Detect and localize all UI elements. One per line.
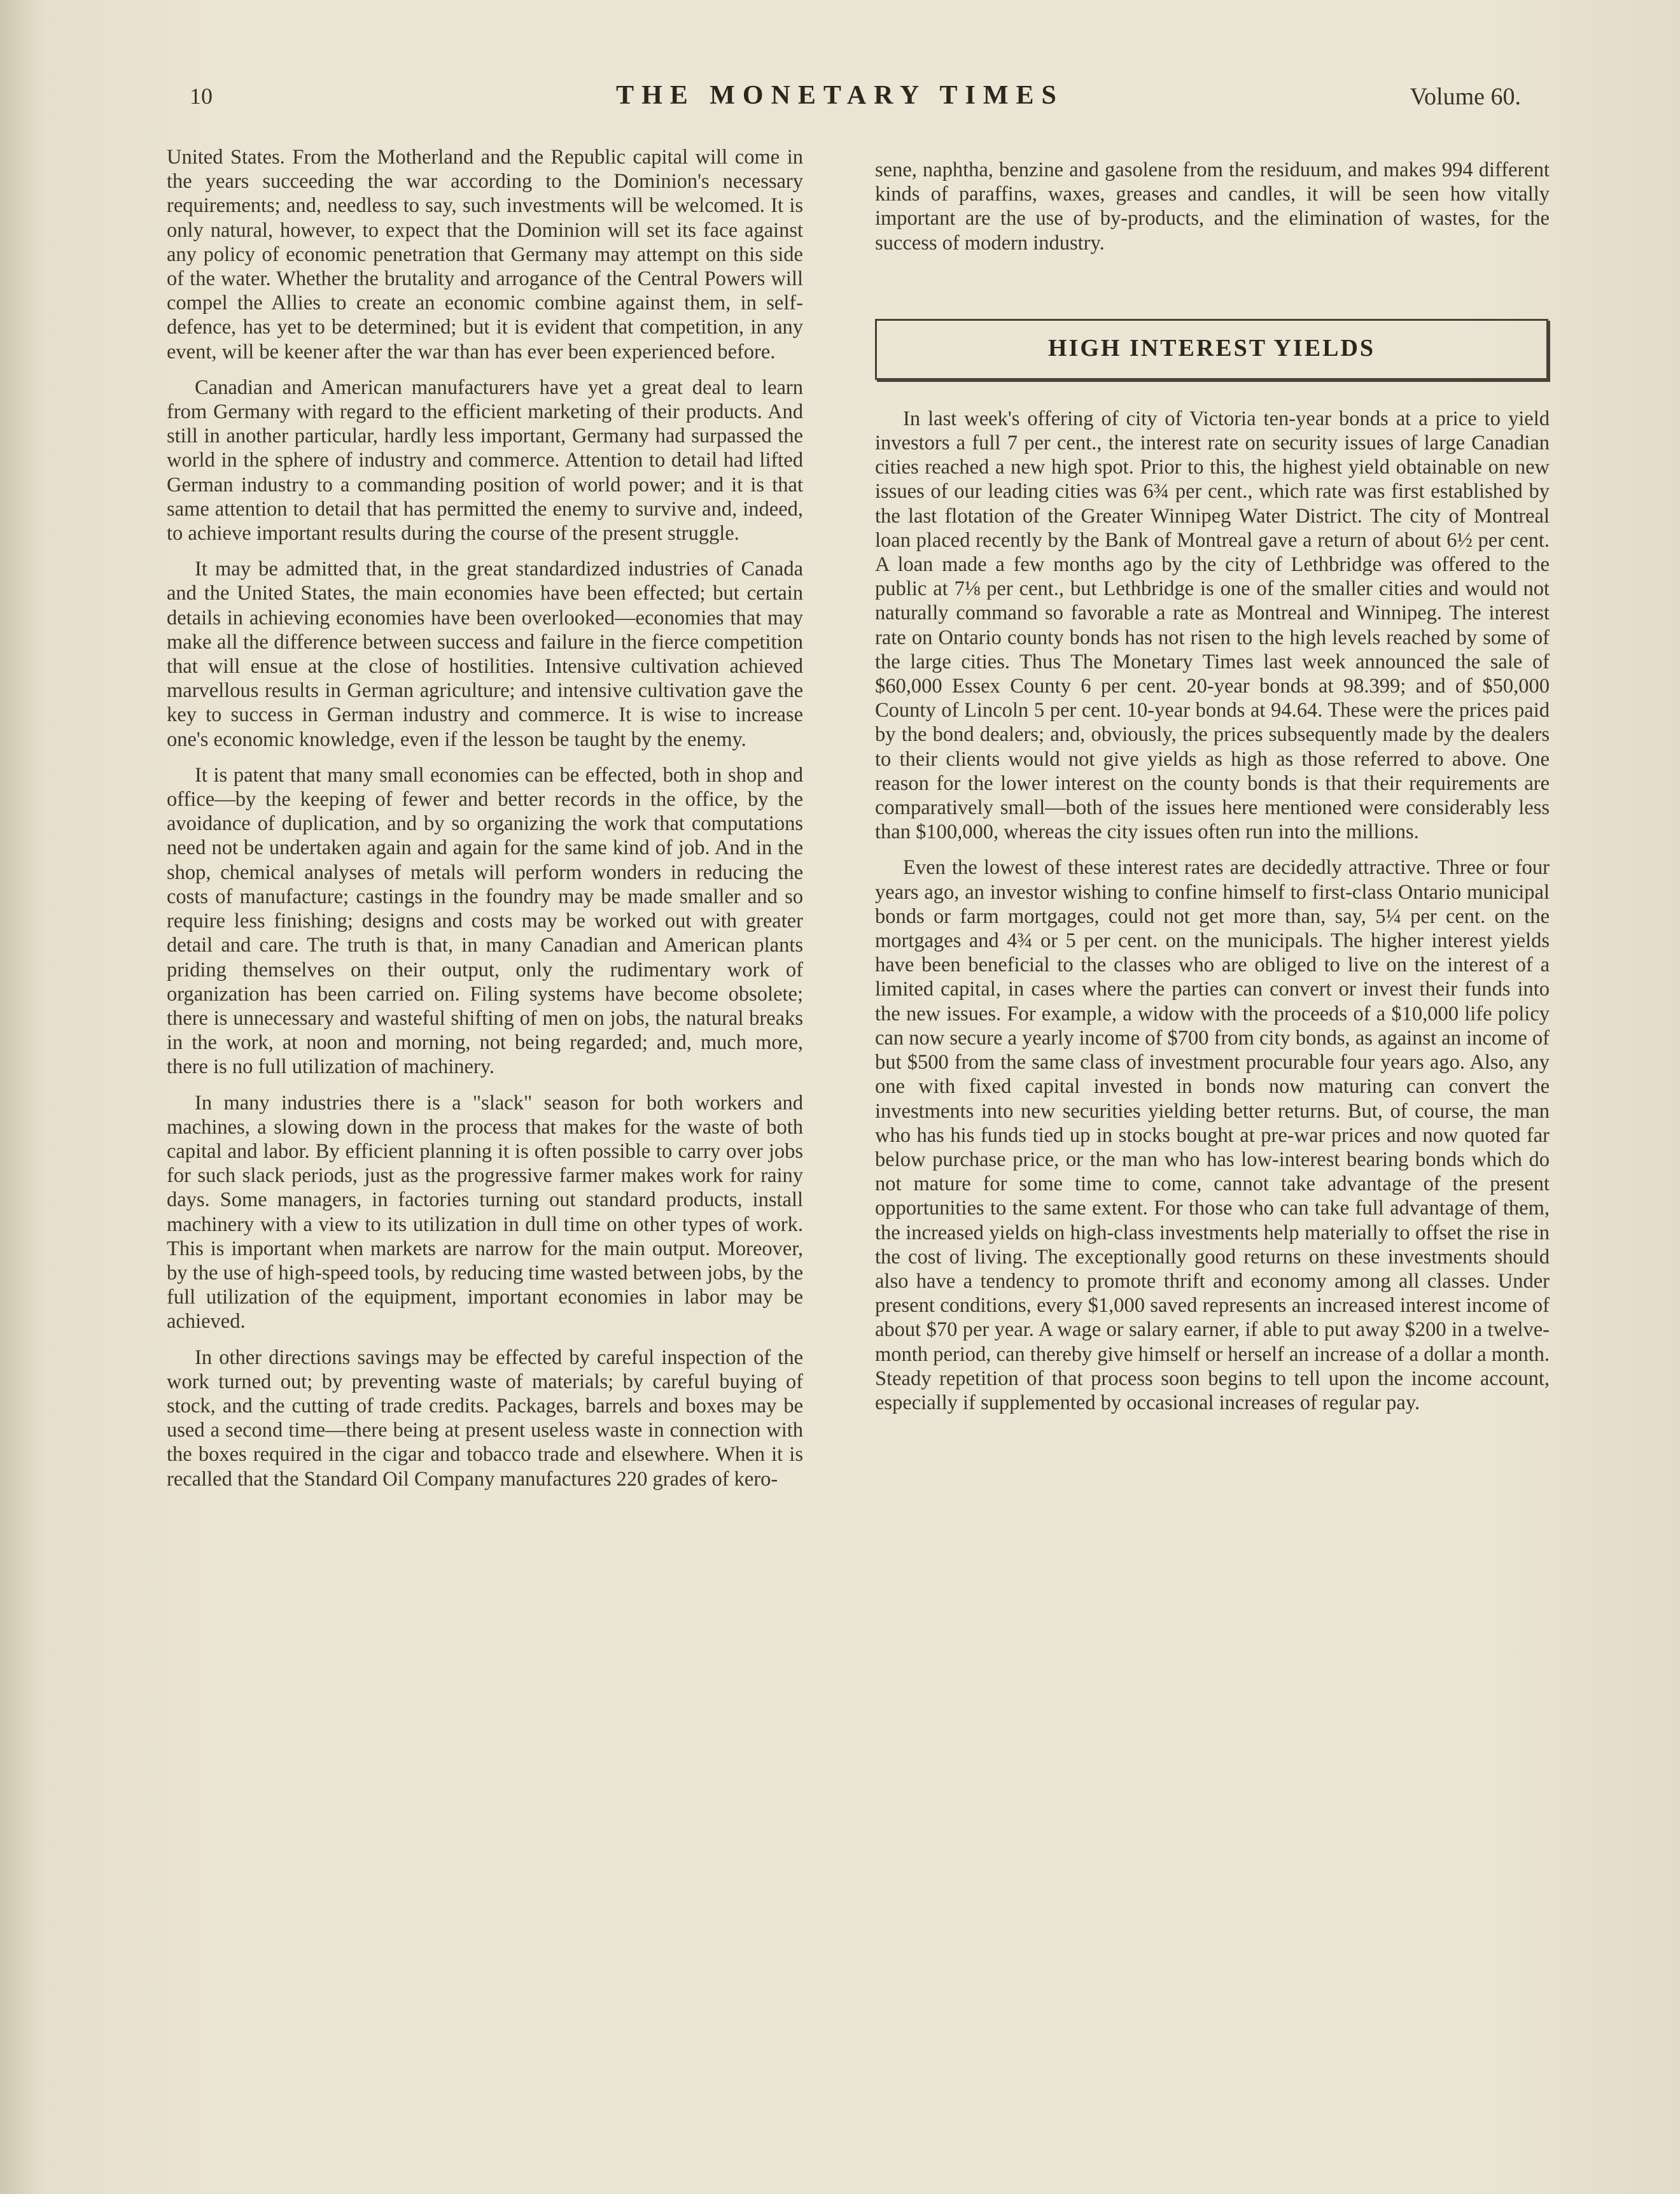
running-head: THE MONETARY TIMES: [616, 81, 1064, 110]
article-paragraph: In other directions savings may be effected by careful inspection of the work turned out; by preventing waste of materials; by careful buying of stock, and the cutting of trade credits. Packages, barrels and boxes may be used a second time—there being at present useless waste in connection with the boxes required in the cigar and tobacco trade and elsewhere. When it is recalled that the Standard Oil Company manufactures 220 grades of kero-: [167, 1346, 803, 1491]
article-paragraph: It may be admitted that, in the great standardized industries of Canada and the United States, the main economies have been effected; but certain details in achieving economies have been overlooked—economies that may make all the difference between success and failure in the fierce competition that will ensue at the close of hostilities. Intensive cultivation achieved marvellous results in German agriculture; and intensive cultivation gave the key to success in German industry and commerce. It is wise to increase one's economic knowledge, even if the lesson be taught by the enemy.: [167, 558, 803, 751]
article-paragraph: In many industries there is a "slack" season for both workers and machines, a slowing down in the process that makes for the waste of both capital and labor. By efficient planning it is often possible to carry over jobs for such slack periods, just as the progressive farmer makes work for rainy days. Some managers, in factories turning out standard products, install machinery with a view to its utilization in dull time on other types of work. This is important when markets are narrow for the main output. Moreover, by the use of high-speed tools, by reducing time wasted between jobs, by the full utilization of the equipment, important economies in labor may be achieved.: [167, 1091, 803, 1333]
article-paragraph: Even the lowest of these interest rates are decidedly attractive. Three or four years ago, an investor wishing to confine himself to first-class Ontario municipal bonds or farm mortgages, could not get more than, say, 5¼ per cent. on the mortgages and 4¾ or 5 per cent. on the municipals. The higher interest yields have been beneficial to the classes who are obliged to live on the interest of a limited capital, in cases where the parties can convert or invest their funds into the new issues. For example, a widow with the proceeds of a $10,000 life policy can now secure a yearly income of $700 from city bonds, as against an income of but $500 from the same class of investment procurable four years ago. Also, any one with fixed capital invested in bonds now maturing can convert the investments into new securities yielding better returns. But, of course, the man who has his funds tied up in stocks bought at pre-war prices and now quoted far below purchase price, or the man who has low-interest bearing bonds which do not mature for some time to come, cannot take advantage of the present opportunities to the same extent. For those who can take full advantage of them, the increased yields on high-class investments help materially to offset the rise in the cost of living. The exceptionally good returns on these investments should also have a tendency to promote thrift and economy among all classes. Under present conditions, every $1,000 saved represents an increased interest income of about $70 per year. A wage or salary earner, if able to put away $200 in a twelve-month period, can thereby give himself or herself an increase of a dollar a month. Steady repetition of that process soon begins to tell upon the income account, especially if supplemented by occasional increases of regular pay.: [875, 856, 1550, 1414]
article-paragraph: United States. From the Motherland and the Republic capital will come in the years succeeding the war according to the Dominion's necessary requirements; and, needless to say, such investments will be welcomed. It is only natural, however, to expect that the Dominion will set its face against any policy of economic penetration that Germany may attempt on this side of the water. Whether the brutality and arrogance of the Central Powers will compel the Allies to create an economic combine against them, in self-defence, has yet to be determined; but it is evident that competition, in any event, will be keener after the war than has ever been experienced before.: [167, 146, 803, 363]
section-heading: HIGH INTEREST YIELDS: [1047, 334, 1376, 362]
left-column: [167, 145, 803, 1503]
article-paragraph: In last week's offering of city of Victoria ten-year bonds at a price to yield investors a full 7 per cent., the interest rate on security issues of large Canadian cities reached a new high spot. Prior to this, the highest yield obtainable on new issues of our leading cities was 6¾ per cent., which rate was first established by the last flotation of the Greater Winnipeg Water District. The city of Montreal loan placed recently by the Bank of Montreal gave a return of about 6½ per cent. A loan made a few months ago by the city of Lethbridge was offered to the public at 7⅛ per cent., but Lethbridge is one of the smaller cities and would not naturally command so favorable a rate as Montreal and Winnipeg. The interest rate on Ontario county bonds has not risen to the high levels reached by some of the large cities. Thus The Monetary Times last week announced the sale of $60,000 Essex County 6 per cent. 20-year bonds at 98.399; and of $50,000 County of Lincoln 5 per cent. 10-year bonds at 94.64. These were the prices paid by the bond dealers; and, obviously, the prices subsequently made by the dealers to their clients would not give yields as high as those referred to above. One reason for the lower interest on the county bonds is that their requirements are comparatively small—both of the issues here mentioned were considerably less than $100,000, whereas the city issues often run into the millions.: [875, 407, 1550, 844]
article-paragraph-continuation: sene, naphtha, benzine and gasolene from the residuum, and makes 994 different kinds of paraffins, waxes, greases and candles, it will be seen how vitally important are the use of by-products, and the elimination of wastes, for the success of modern industry.: [875, 158, 1550, 255]
article-paragraph: It is patent that many small economies can be effected, both in shop and office—by the keeping of fewer and better records in the office, by the avoidance of duplication, and by so organizing the work that computations need not be undertaken again and again for the same kind of job. And in the shop, chemical analyses of metals will perform wonders in reducing the costs of manufacture; castings in the foundry may be made smaller and so require less finishing; designs and costs may be worked out with greater detail and care. The truth is that, in many Canadian and American plants priding themselves on their output, only the rudimentary work of organization has been carried on. Filing systems have become obsolete; there is unnecessary and wasteful shifting of men on jobs, the natural breaks in the work, at noon and morning, not being regarded; and, much more, there is no full utilization of machinery.: [167, 763, 803, 1079]
section-heading-box: [875, 319, 1548, 380]
volume-label: Volume 60.: [1410, 83, 1521, 110]
right-column: [875, 158, 1550, 1426]
article-paragraph: Canadian and American manufacturers have yet a great deal to learn from Germany with regard to the efficient marketing of their products. And still in another particular, hardly less important, Germany had surpassed the world in the sphere of industry and commerce. Attention to detail had lifted German industry to a commanding position of world power; and it is that same attention to detail that has permitted the enemy to survive and, indeed, to achieve important results during the course of the present struggle.: [167, 376, 803, 545]
page-number: 10: [190, 83, 213, 109]
